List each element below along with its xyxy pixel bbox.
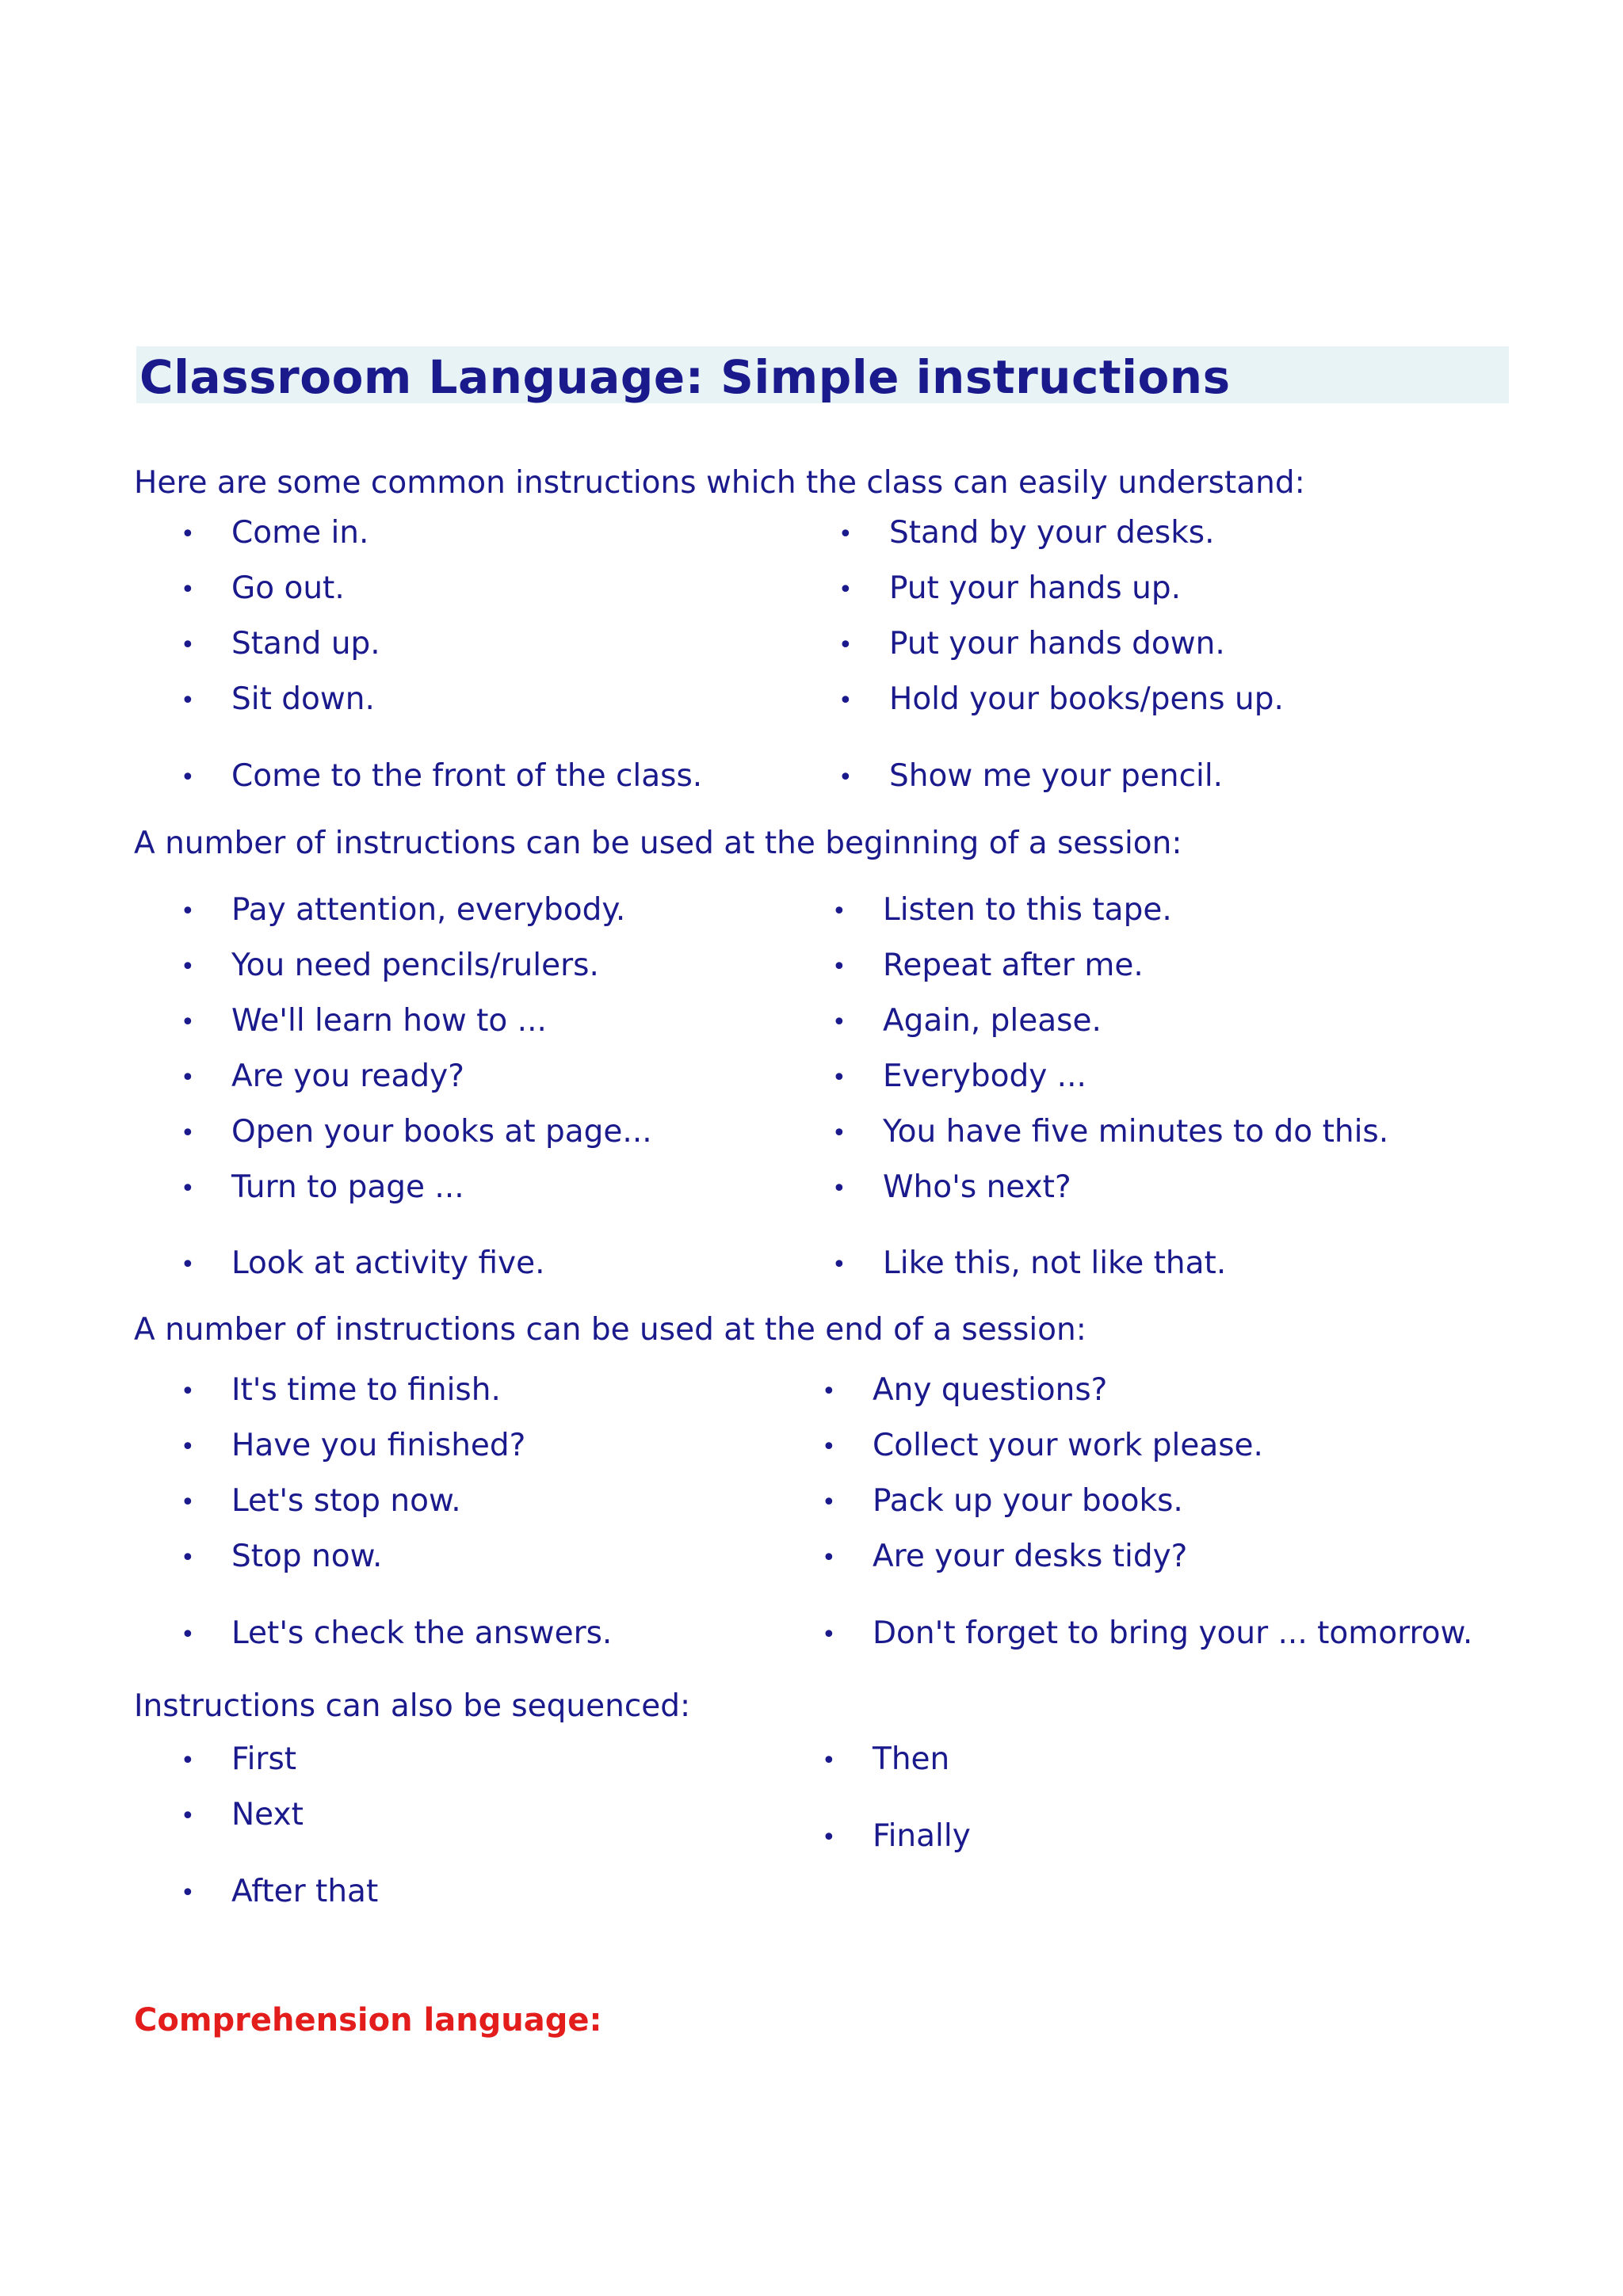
bullet-icon: •	[181, 1879, 195, 1907]
list-item: Come in.	[231, 515, 369, 551]
bullet-icon: •	[832, 1175, 846, 1203]
list-item: Stand up.	[231, 626, 380, 662]
list-item: Like this, not like that.	[883, 1245, 1227, 1281]
bullet-icon: •	[181, 1621, 195, 1649]
bullet-icon: •	[181, 1433, 195, 1461]
list-item: Turn to page ...	[231, 1169, 464, 1205]
list-item: Sit down.	[231, 681, 375, 717]
list-item: Let's check the answers.	[231, 1615, 613, 1651]
bullet-icon: •	[181, 1747, 195, 1775]
list-item: Don't forget to bring your ... tomorrow.	[873, 1615, 1473, 1651]
list-item: First	[231, 1741, 297, 1777]
list-item: Are you ready?	[231, 1058, 464, 1094]
bullet-icon: •	[838, 631, 853, 659]
bullet-icon: •	[822, 1824, 836, 1852]
bullet-icon: •	[181, 1119, 195, 1147]
list-item: It's time to finish.	[231, 1372, 501, 1408]
bullet-icon: •	[838, 521, 853, 548]
bullet-icon: •	[822, 1378, 836, 1405]
bullet-icon: •	[181, 898, 195, 925]
list-item: Listen to this tape.	[883, 892, 1172, 928]
bullet-icon: •	[832, 898, 846, 925]
bullet-icon: •	[822, 1747, 836, 1775]
section-intro: A number of instructions can be used at the beginning of a session:	[134, 826, 1182, 861]
bullet-icon: •	[832, 1064, 846, 1092]
bullet-icon: •	[181, 576, 195, 604]
list-item: Who's next?	[883, 1169, 1071, 1205]
comprehension-heading: Comprehension language:	[134, 2002, 602, 2039]
bullet-icon: •	[838, 576, 853, 604]
list-item: Everybody ...	[883, 1058, 1086, 1094]
list-item: You need pencils/rulers.	[231, 948, 599, 983]
bullet-icon: •	[822, 1489, 836, 1516]
bullet-icon: •	[838, 764, 853, 791]
bullet-icon: •	[822, 1544, 836, 1572]
list-item: After that	[231, 1874, 379, 1909]
bullet-icon: •	[181, 687, 195, 715]
section-intro: Here are some common instructions which the class can easily understand:	[134, 465, 1305, 501]
bullet-icon: •	[181, 1175, 195, 1203]
section-intro: A number of instructions can be used at the end of a session:	[134, 1312, 1086, 1348]
bullet-icon: •	[181, 631, 195, 659]
bullet-icon: •	[181, 1544, 195, 1572]
bullet-icon: •	[822, 1621, 836, 1649]
page-title: Classroom Language: Simple instructions	[139, 350, 1231, 404]
list-item: Stand by your desks.	[889, 515, 1215, 551]
list-item: Hold your books/pens up.	[889, 681, 1284, 717]
bullet-icon: •	[832, 1251, 846, 1279]
bullet-icon: •	[832, 1009, 846, 1036]
bullet-icon: •	[181, 1009, 195, 1036]
list-item: Have you finished?	[231, 1428, 526, 1463]
list-item: Any questions?	[873, 1372, 1108, 1408]
bullet-icon: •	[832, 1119, 846, 1147]
list-item: Stop now.	[231, 1539, 383, 1574]
list-item: Put your hands up.	[889, 570, 1182, 606]
list-item: Show me your pencil.	[889, 758, 1224, 794]
bullet-icon: •	[832, 953, 846, 981]
bullet-icon: •	[181, 1489, 195, 1516]
bullet-icon: •	[838, 687, 853, 715]
bullet-icon: •	[181, 764, 195, 791]
bullet-icon: •	[181, 1378, 195, 1405]
list-item: Put your hands down.	[889, 626, 1225, 662]
list-item: Look at activity five.	[231, 1245, 545, 1281]
bullet-icon: •	[181, 1251, 195, 1279]
bullet-icon: •	[181, 1064, 195, 1092]
list-item: We'll learn how to ...	[231, 1003, 547, 1039]
list-item: Open your books at page...	[231, 1114, 652, 1150]
list-item: Pack up your books.	[873, 1483, 1183, 1519]
list-item: You have five minutes to do this.	[883, 1114, 1389, 1150]
list-item: Are your desks tidy?	[873, 1539, 1188, 1574]
list-item: Go out.	[231, 570, 345, 606]
bullet-icon: •	[822, 1433, 836, 1461]
list-item: Then	[873, 1741, 950, 1777]
bullet-icon: •	[181, 521, 195, 548]
list-item: Again, please.	[883, 1003, 1102, 1039]
list-item: Next	[231, 1797, 304, 1833]
section-intro: Instructions can also be sequenced:	[134, 1688, 691, 1724]
bullet-icon: •	[181, 1802, 195, 1830]
list-item: Collect your work please.	[873, 1428, 1263, 1463]
list-item: Let's stop now.	[231, 1483, 461, 1519]
list-item: Finally	[873, 1818, 971, 1854]
bullet-icon: •	[181, 953, 195, 981]
list-item: Come to the front of the class.	[231, 758, 703, 794]
list-item: Pay attention, everybody.	[231, 892, 626, 928]
list-item: Repeat after me.	[883, 948, 1144, 983]
